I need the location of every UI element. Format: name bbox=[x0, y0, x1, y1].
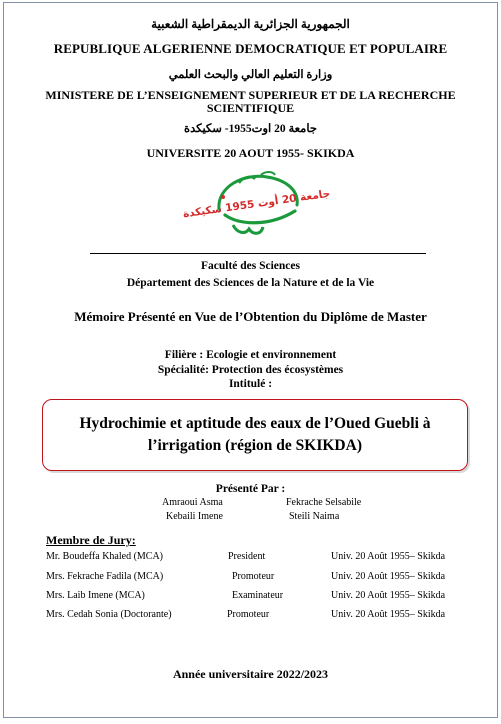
intitule-label: Intitulé : bbox=[228, 378, 273, 390]
jury-member-university: Univ. 20 Août 1955– Skikda bbox=[331, 551, 446, 562]
country-name: REPUBLIQUE ALGERIENNE DEMOCRATIQUE ET POPULAIRE bbox=[53, 41, 448, 56]
thesis-title-box bbox=[42, 399, 468, 471]
jury-member-role: Promoteur bbox=[227, 609, 270, 620]
faculty-name: Faculté des Sciences bbox=[200, 260, 300, 272]
thesis-title bbox=[69, 413, 440, 457]
university-name: UNIVERSITE 20 AOUT 1955- SKIKDA bbox=[146, 146, 355, 160]
logo-text: جامعة 20 أوت 1955 سكيكدة bbox=[182, 187, 331, 221]
student-name: Fekrache Selsabile bbox=[286, 497, 362, 508]
separator-line bbox=[90, 253, 426, 254]
jury-member-role: Examinateur bbox=[232, 590, 284, 601]
presented-by-label: Présenté Par : bbox=[215, 483, 286, 495]
specialite: Spécialité: Protection des écosystèmes bbox=[157, 364, 344, 376]
arabic-ministry-name: وزارة التعليم العالي والبحث العلمي bbox=[168, 69, 333, 81]
jury-member-name: Mrs. Laib Imene (MCA) bbox=[46, 590, 145, 601]
arabic-country-name: الجمهورية الجزائرية الديمقراطية الشعبية bbox=[151, 17, 350, 31]
jury-heading: Membre de Jury: bbox=[46, 533, 136, 547]
jury-member-university: Univ. 20 Août 1955– Skikda bbox=[331, 609, 446, 620]
university-logo bbox=[182, 169, 331, 243]
student-name: Kebaili Imene bbox=[166, 511, 223, 522]
jury-member-name: Mrs. Cedah Sonia (Doctorante) bbox=[46, 609, 172, 620]
jury-member-name: Mrs. Fekrache Fadila (MCA) bbox=[46, 571, 164, 582]
student-name: Amraoui Asma bbox=[162, 497, 223, 508]
university-logo-graphic bbox=[182, 169, 331, 243]
academic-year: Année universitaire 2022/2023 bbox=[172, 667, 329, 681]
thesis-title-line-2: l’irrigation (région de SKIKDA) bbox=[148, 437, 362, 454]
thesis-title-line-1: Hydrochimie et aptitude des eaux de l’Oued Guebli à bbox=[79, 415, 431, 432]
arabic-university-name: جامعة 20 اوت1955- سكيكدة bbox=[184, 123, 317, 135]
ministry-name: MINISTERE DE L’ENSEIGNEMENT SUPERIEUR ET DE LA RECHERCHE SCIENTIFIQUE bbox=[45, 88, 456, 115]
filiere: Filière : Ecologie et environnement bbox=[164, 349, 337, 361]
jury-member-university: Univ. 20 Août 1955– Skikda bbox=[331, 590, 446, 601]
department-name: Département des Sciences de la Nature et de la Vie bbox=[126, 277, 375, 289]
jury-member-role: President bbox=[228, 551, 266, 562]
memoire-statement: Mémoire Présenté en Vue de l’Obtention du Diplôme de Master bbox=[74, 309, 427, 324]
jury-member-university: Univ. 20 Août 1955– Skikda bbox=[331, 571, 446, 582]
jury-member-name: Mr. Boudeffa Khaled (MCA) bbox=[46, 551, 164, 562]
cover-page bbox=[3, 2, 498, 718]
student-name: Steili Naima bbox=[289, 511, 340, 522]
jury-member-role: Promoteur bbox=[232, 571, 275, 582]
